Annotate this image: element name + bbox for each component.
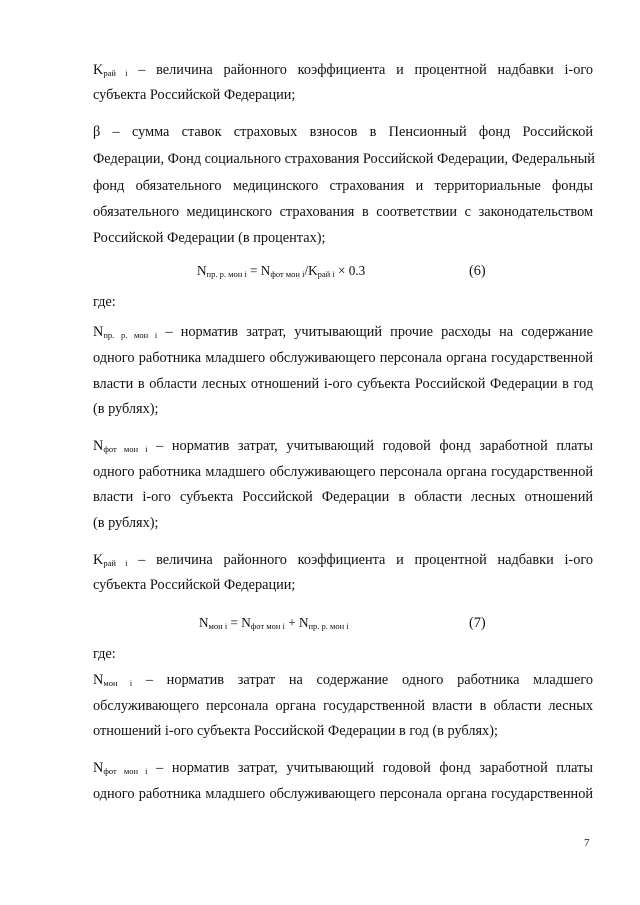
npr-definition-line-3: власти в области лесных отношений i-ого субъекта Российской Федерации в год	[93, 376, 593, 392]
krai-definition-line-1: $K_{рай i}$ – величина районного коэффициента и процентной надбавки i-ого	[93, 62, 593, 78]
krai-definition-2-line-1: $K_{рай i}$ – величина районного коэффициента и процентной надбавки i-ого	[93, 552, 593, 568]
where-label-1: где:	[93, 294, 116, 310]
equation-number-7: (7)	[469, 615, 486, 631]
beta-line-4: обязательного медицинского страхования в соответствии с законодательством	[93, 204, 593, 220]
krai-definition-2-line-2: субъекта Российской Федерации;	[93, 577, 296, 593]
nfot-definition-line-1: $N_{фот мон i}$ – норматив затрат, учитывающий годовой фонд заработной платы	[93, 438, 593, 454]
nmon-definition-line-3: отношений i-ого субъекта Российской Федерации в год (в рублях);	[93, 723, 498, 739]
beta-line-1: β – сумма ставок страховых взносов в Пенсионный фонд Российской	[93, 124, 593, 140]
nmon-definition-line-2: обслуживающего персонала органа государственной власти в области лесных	[93, 698, 593, 714]
beta-line-5: Российской Федерации (в процентах);	[93, 230, 326, 246]
beta-line-2: Федерации, Фонд социального страхования Российской Федерации, Федеральный	[93, 151, 595, 167]
formula-6: $N_{пр. р. мон i} = N_{фот мон i}/K_{рай i} \times 0.3$	[197, 263, 366, 279]
nfot-definition-2-line-1: $N_{фот мон i}$ – норматив затрат, учитывающий годовой фонд заработной платы	[93, 760, 593, 776]
npr-definition-line-4: (в рублях);	[93, 401, 159, 417]
krai-definition-line-2: субъекта Российской Федерации;	[93, 87, 296, 103]
npr-definition-line-1: $N_{пр. р. мон i}$ – норматив затрат, учитывающий прочие расходы на содержание	[93, 324, 594, 340]
formula-7: $N_{мон i} = N_{фот мон i} + N_{пр. р. мон i}$	[199, 615, 349, 631]
npr-definition-line-2: одного работника младшего обслуживающего персонала органа государственной	[93, 350, 593, 366]
nfot-definition-line-4: (в рублях);	[93, 515, 159, 531]
equation-number-6: (6)	[469, 263, 486, 279]
beta-line-3: фонд обязательного медицинского страхования и территориальные фонды	[93, 178, 593, 194]
nfot-definition-2-line-2: одного работника младшего обслуживающего персонала органа государственной	[93, 786, 593, 802]
nfot-definition-line-3: власти i-ого субъекта Российской Федерации в области лесных отношений	[93, 489, 593, 505]
where-label-2: где:	[93, 646, 116, 662]
page-number: 7	[584, 837, 590, 849]
nfot-definition-line-2: одного работника младшего обслуживающего персонала органа государственной	[93, 464, 593, 480]
nmon-definition-line-1: $N_{мон i}$ – норматив затрат на содержание одного работника младшего	[93, 672, 593, 688]
